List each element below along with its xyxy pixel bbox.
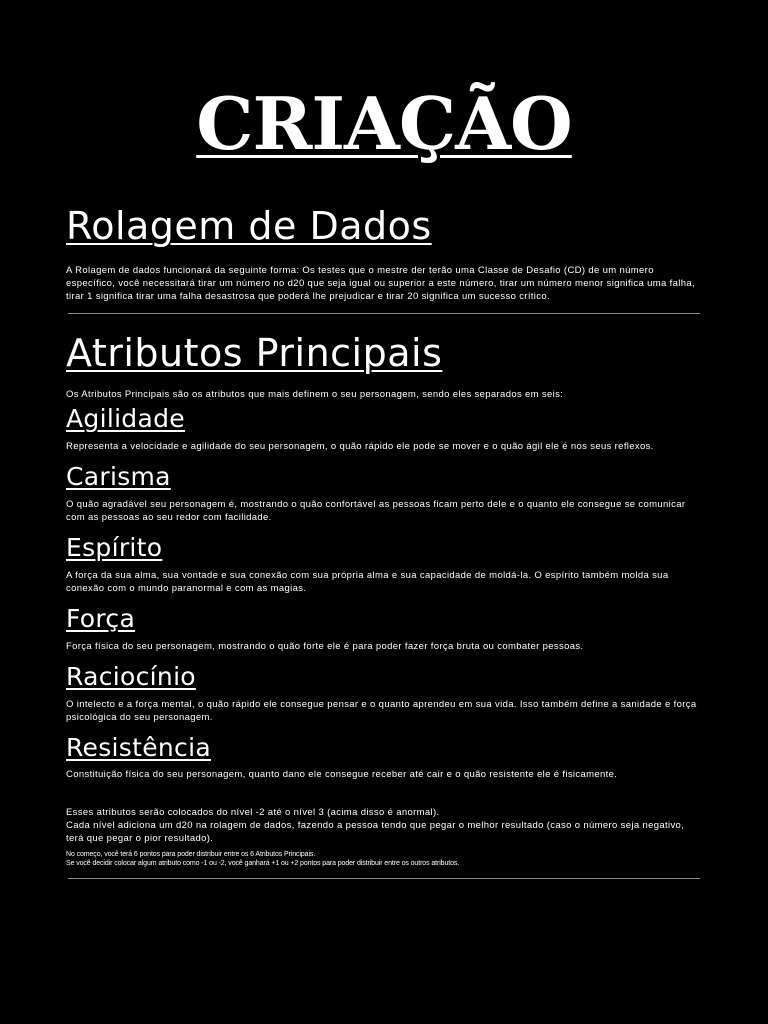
attribute-description-agilidade: Representa a velocidade e agilidade do seu personagem, o quão rápido ele pode se mover e o quão ágil ele é nos seus reflexos. [66,441,654,452]
section-heading-rolagem-text: Rolagem de Dados [66,204,432,248]
attribute-name: Força [66,604,136,633]
attribute-name: Resistência [66,733,211,762]
attribute-level-note: Esses atributos serão colocados do nível -2 até o nível 3 (acima disso é anormal). [66,807,440,818]
attribute-d20-note: Cada nível adiciona um d20 na rolagem de dados, fazendo a pessoa tendo que pegar o melhor resultado (caso o número seja negativo, terá que pegar o pior resultado). [66,820,685,844]
attribute-name: Carisma [66,462,171,491]
atributos-intro: Os Atributos Principais são os atributos que mais definem o seu personagem, sendo eles separados em seis: [66,389,564,400]
attribute-heading-forca [66,604,135,634]
attribute-heading-espirito [66,533,162,563]
attribute-description-carisma: O quão agradável seu personagem é, mostrando o quão confortável as pessoas ficam perto dele e o quanto ele consegue se comunicar com as pessoas ao seu redor com facilidade. [66,499,686,523]
rolagem-paragraph: A Rolagem de dados funcionará da seguinte forma: Os testes que o mestre der terão uma Classe de Desafio (CD) de um número específico, você necessitará tirar um número no d20 que seja igual ou superior a este número, tirar um número menor significa uma falha, tirar 1 significa tirar uma falha desastrosa que poderá lhe prejudicar e tirar 20 significa um sucesso crítico. [66,265,695,302]
attribute-heading-raciocinio [66,662,196,692]
attribute-name: Agilidade [66,404,185,433]
attribute-description-resistencia: Constituição física do seu personagem, quanto dano ele consegue receber até cair e o quão resistente ele é fisicamente. [66,769,618,780]
attribute-description-raciocinio: O intelecto e a força mental, o quão rápido ele consegue pensar e o quanto aprendeu em sua vida. Isso também define a sanidade e força psicológica do seu personagem. [66,699,697,723]
attribute-heading-resistencia [66,733,211,763]
page-title-text: CRIAÇÃO [196,81,572,166]
page-title [0,80,768,168]
section-heading-atributos [66,331,442,375]
attribute-heading-carisma [66,462,171,492]
section-heading-atributos-text: Atributos Principais [66,331,443,375]
section-divider [68,313,700,314]
attribute-heading-agilidade [66,404,185,434]
attribute-description-forca: Força física do seu personagem, mostrando o quão forte ele é para poder fazer força bruta ou combater pessoas. [66,641,584,652]
attribute-description-espirito: A força da sua alma, sua vontade e sua conexão com sua própria alma e sua capacidade de moldá-la. O espírito também molda sua conexão com o mundo paranormal e com as magias. [66,570,669,594]
section-heading-rolagem [66,204,432,248]
negative-points-note: Se você decidir colocar algum atributo como -1 ou -2, você ganhará +1 ou +2 pontos para poder distribuir entre os outros atributos. [66,860,460,867]
attribute-name: Raciocínio [66,662,196,691]
starting-points-note: No começo, você terá 6 pontos para poder distribuir entre os 6 Atributos Principais. [66,851,316,858]
attribute-name: Espírito [66,533,163,562]
section-divider [68,878,700,879]
